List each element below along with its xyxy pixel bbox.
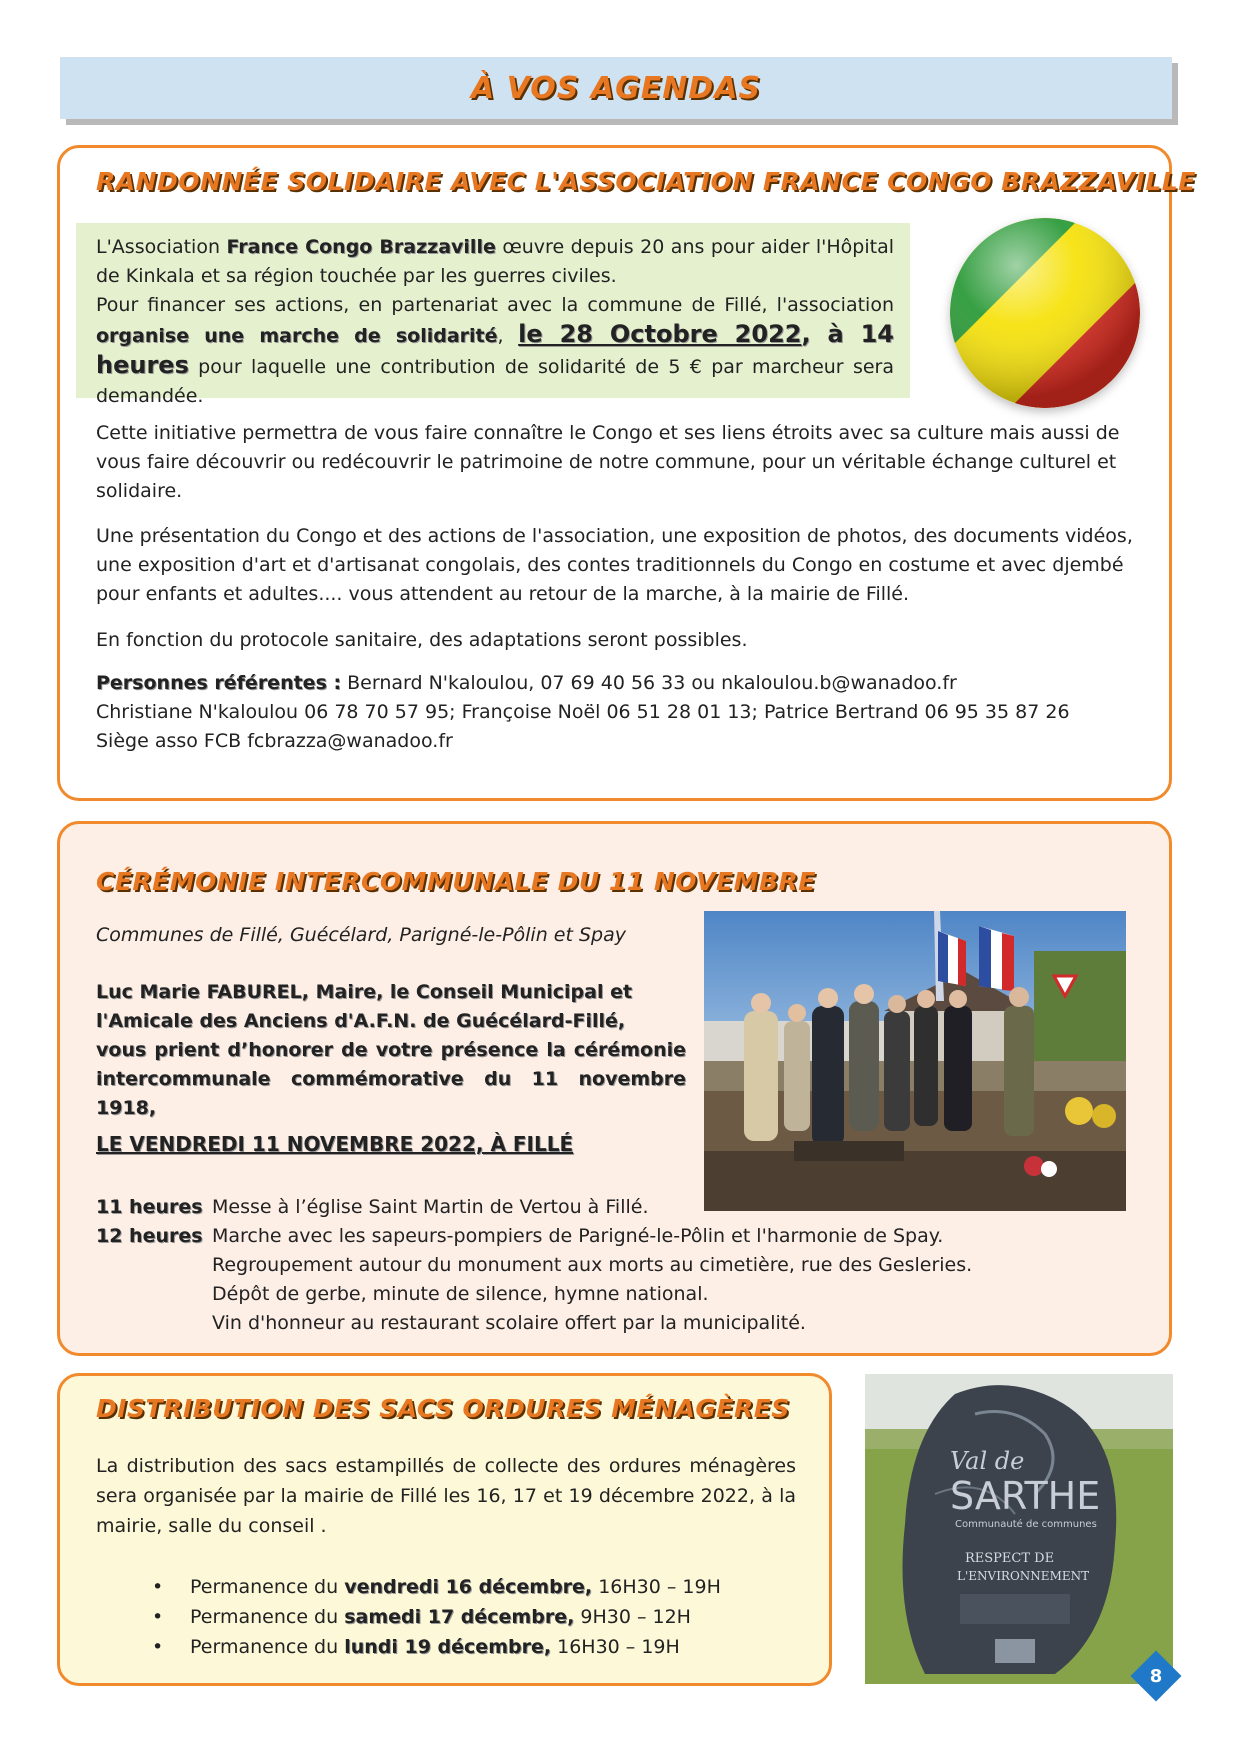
referents-label: Personnes référentes : xyxy=(96,672,342,694)
bag-brand-2: SARTHE xyxy=(950,1474,1101,1518)
sacs-heading: DISTRIBUTION DES SACS ORDURES MÉNAGÈRES xyxy=(96,1394,790,1423)
item-hours: 16H30 – 19H xyxy=(592,1576,721,1598)
schedule-text: Marche avec les sapeurs-pompiers de Parigné-le-Pôlin et l'harmonie de Spay. xyxy=(212,1225,944,1247)
sacs-list xyxy=(152,1572,792,1662)
ceremonie-schedule xyxy=(96,1193,1146,1338)
ceremonie-heading: CÉRÉMONIE INTERCOMMUNALE DU 11 NOVEMBRE xyxy=(96,867,816,896)
schedule-row xyxy=(96,1309,1146,1338)
item-day: samedi 17 décembre, xyxy=(344,1606,575,1628)
page-number: 8 xyxy=(1149,1665,1163,1687)
invite-line-2: l'Amicale des Anciens d'A.F.N. de Guécélard-Fillé, xyxy=(96,1010,626,1032)
list-item xyxy=(152,1572,792,1602)
randonnee-p4: Une présentation du Congo et des actions de l'association, une exposition de photos, des documents vidéos, une exposition d'art et d'artisanat congolais, des contes traditionnels du Congo en costume et avec djembé pour enfants et adultes.... vous attendent au retour de la marche, à la mairie de Fillé. xyxy=(96,525,1133,605)
item-prefix: Permanence du xyxy=(190,1606,345,1628)
referent-line-1: Bernard N'kaloulou, 07 69 40 56 33 ou nkaloulou.b@wanadoo.fr xyxy=(341,672,957,694)
schedule-text: Dépôt de gerbe, minute de silence, hymne national. xyxy=(212,1283,709,1305)
ceremonie-communes: Communes de Fillé, Guécélard, Parigné-le-Pôlin et Spay xyxy=(96,924,626,946)
trash-bag-photo xyxy=(865,1374,1173,1684)
banner-title: À VOS AGENDAS xyxy=(470,70,762,106)
event-time: , à 14 heures xyxy=(96,320,894,379)
ceremonie-date: LE VENDREDI 11 NOVEMBRE 2022, À FILLÉ xyxy=(96,1132,574,1156)
ceremonie-invite xyxy=(96,978,686,1123)
association-name: France Congo Brazzaville xyxy=(226,236,496,258)
schedule-row xyxy=(96,1280,1146,1309)
invite-line-1: Luc Marie FABUREL, Maire, le Conseil Municipal et xyxy=(96,981,633,1003)
referent-line-3: Siège asso FCB fcbrazza@wanadoo.fr xyxy=(96,730,453,752)
schedule-time xyxy=(96,1309,212,1338)
randonnee-p5: En fonction du protocole sanitaire, des adaptations seront possibles. xyxy=(96,629,748,651)
contribution-text: pour laquelle une contribution de solidarité de 5 € par marcheur sera demandée. xyxy=(96,356,894,407)
schedule-time: 12 heures xyxy=(96,1225,203,1247)
ceremony-photo xyxy=(704,911,1126,1211)
referents-block xyxy=(96,669,1146,756)
schedule-row xyxy=(96,1251,1146,1280)
schedule-text: Messe à l’église Saint Martin de Vertou à Fillé. xyxy=(212,1196,649,1218)
item-day: vendredi 16 décembre, xyxy=(344,1576,593,1598)
schedule-time: 11 heures xyxy=(96,1196,203,1218)
bag-brand-3: Communauté de communes xyxy=(955,1519,1097,1530)
comma: , xyxy=(497,325,519,347)
randonnee-intro xyxy=(96,233,894,411)
marche-text: organise une marche de solidarité xyxy=(96,325,498,347)
item-prefix: Permanence du xyxy=(190,1576,345,1598)
schedule-time xyxy=(96,1280,212,1309)
sacs-intro: La distribution des sacs estampillés de collecte des ordures ménagères sera organisée par la mairie de Fillé les 16, 17 et 19 décembre 2022, à la mairie, salle du conseil . xyxy=(96,1455,796,1537)
invite-line-3: vous prient d’honorer de votre présence la cérémonie intercommunale commémorative du 11 novembre 1918, xyxy=(96,1039,686,1119)
bag-brand-1: Val de xyxy=(950,1447,1025,1475)
randonnee-p3: Cette initiative permettra de vous faire connaître le Congo et ses liens étroits avec sa culture mais aussi de vous faire découvrir ou redécouvrir le patrimoine de notre commune, pour un véritable échange culturel et solidaire. xyxy=(96,422,1120,502)
congo-flag-icon xyxy=(950,218,1140,408)
bag-slogan-2: L'ENVIRONNEMENT xyxy=(957,1569,1090,1583)
list-item xyxy=(152,1602,792,1632)
referent-line-2: Christiane N'kaloulou 06 78 70 57 95; Françoise Noël 06 51 28 01 13; Patrice Bertrand 06 95 35 87 26 xyxy=(96,701,1070,723)
schedule-row xyxy=(96,1193,1146,1222)
item-prefix: Permanence du xyxy=(190,1636,345,1658)
intro-text-2: œuvre depuis 20 ans pour aider l'Hôpital de Kinkala et sa région touchée par les guerres civiles. xyxy=(96,236,894,287)
schedule-text: Vin d'honneur au restaurant scolaire offert par la municipalité. xyxy=(212,1312,806,1334)
schedule-time xyxy=(96,1251,212,1280)
section-banner xyxy=(60,57,1172,119)
item-hours: 16H30 – 19H xyxy=(551,1636,680,1658)
list-item xyxy=(152,1632,792,1662)
item-hours: 9H30 – 12H xyxy=(574,1606,691,1628)
bag-slogan-1: RESPECT DE xyxy=(965,1551,1055,1566)
schedule-text: Regroupement autour du monument aux morts au cimetière, rue des Gesleries. xyxy=(212,1254,973,1276)
finance-text: Pour financer ses actions, en partenariat avec la commune de Fillé, l'association xyxy=(96,294,894,316)
schedule-row xyxy=(96,1222,1146,1251)
intro-text: L'Association xyxy=(96,236,227,258)
event-date: le 28 Octobre 2022 xyxy=(518,320,802,348)
item-day: lundi 19 décembre, xyxy=(344,1636,552,1658)
randonnee-heading: RANDONNÉE SOLIDAIRE AVEC L'ASSOCIATION FRANCE CONGO BRAZZAVILLE xyxy=(96,167,1196,196)
